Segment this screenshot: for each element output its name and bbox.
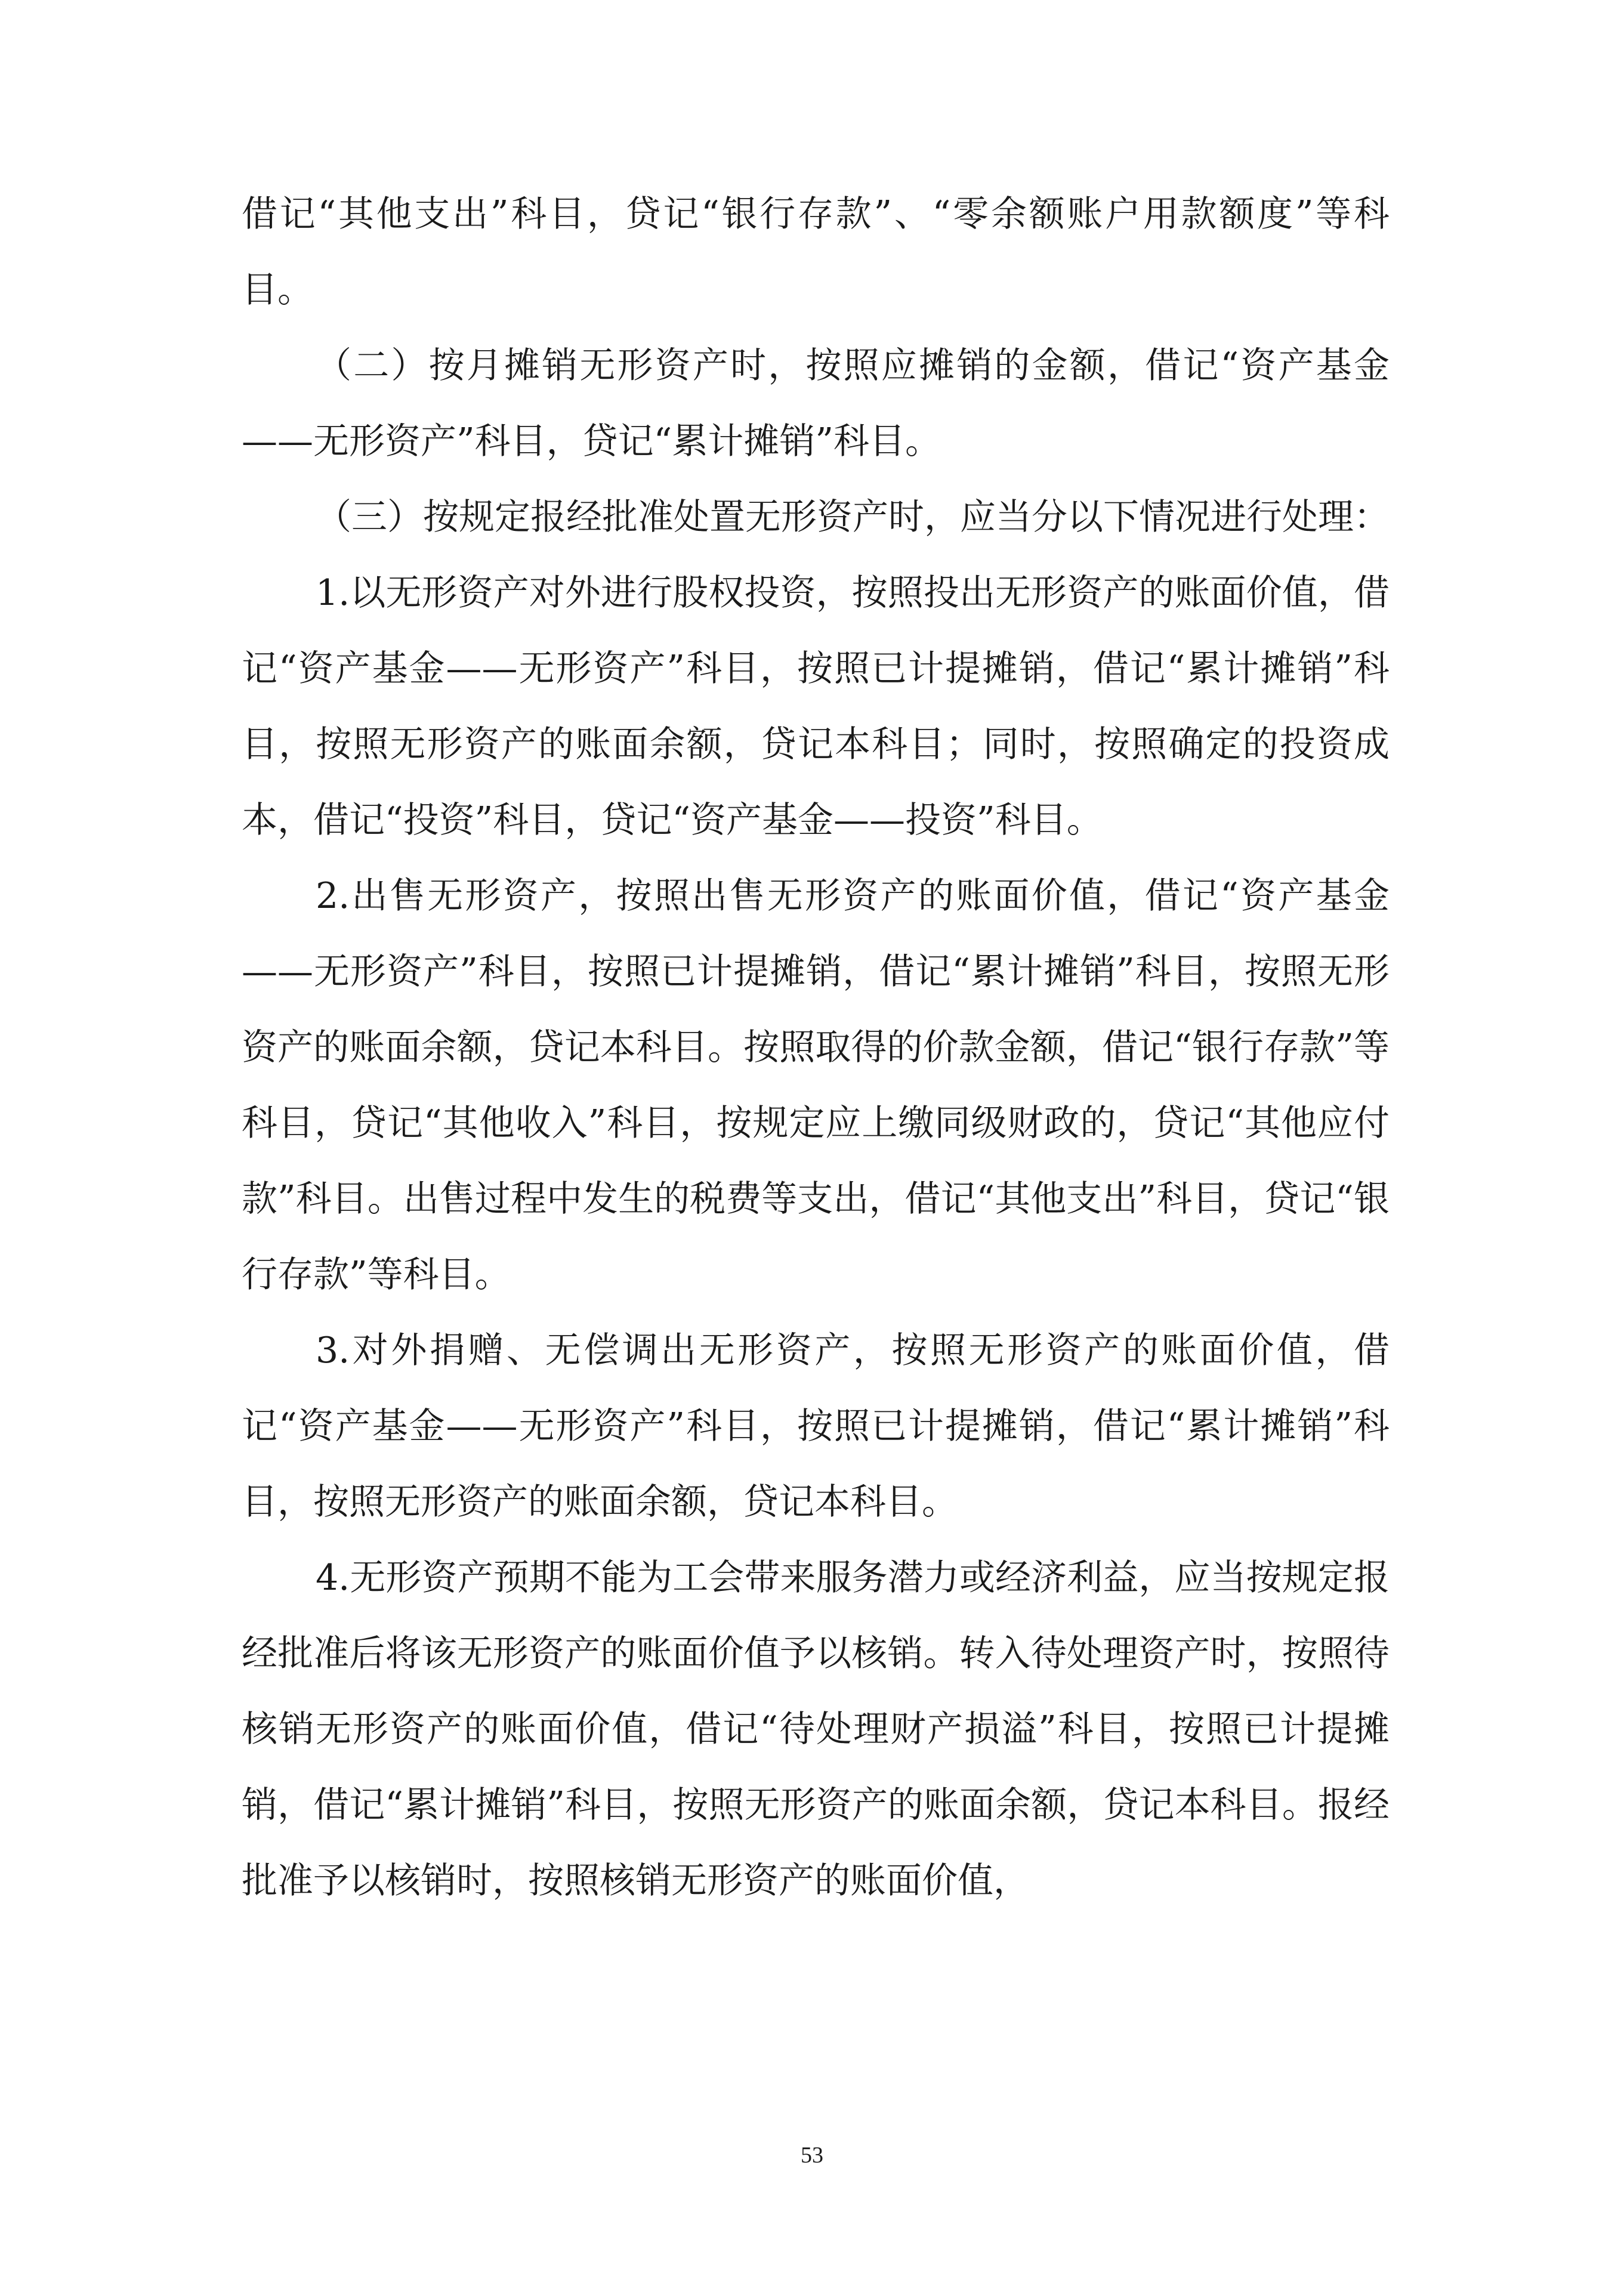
paragraph-7: 4.无形资产预期不能为工会带来服务潜力或经济利益，应当按规定报经批准后将该无形资产的账面价值予以核销。转入待处理资产时，按照待核销无形资产的账面价值，借记“待处理财产损溢”科目，按照已计提摊销，借记“累计摊销”科目，按照无形资产的账面余额，贷记本科目。报经批准予以核销时，按照核销无形资产的账面价值， bbox=[242, 1557, 1390, 1902]
body-text bbox=[242, 177, 1390, 1919]
paragraph-1: 借记“其他支出”科目，贷记“银行存款”、“零余额账户用款额度”等科目。 bbox=[242, 193, 1390, 311]
paragraph-5: 2.出售无形资产，按照出售无形资产的账面价值，借记“资产基金——无形资产”科目，按照已计提摊销，借记“累计摊销”科目，按照无形资产的账面余额，贷记本科目。按照取得的价款金额，借记“银行存款”等科目，贷记“其他收入”科目，按规定应上缴同级财政的，贷记“其他应付款”科目。出售过程中发生的税费等支出，借记“其他支出”科目，贷记“银行存款”等科目。 bbox=[242, 875, 1390, 1296]
paragraph-3: （三）按规定报经批准处置无形资产时，应当分以下情况进行处理： bbox=[316, 496, 1390, 538]
page-number: 53 bbox=[801, 2143, 823, 2168]
paragraph-4: 1.以无形资产对外进行股权投资，按照投出无形资产的账面价值，借记“资产基金——无形资产”科目，按照已计提摊销，借记“累计摊销”科目，按照无形资产的账面余额，贷记本科目；同时，按照确定的投资成本，借记“投资”科目，贷记“资产基金——投资”科目。 bbox=[242, 572, 1390, 841]
paragraph-2: （二）按月摊销无形资产时，按照应摊销的金额，借记“资产基金——无形资产”科目，贷记“累计摊销”科目。 bbox=[242, 345, 1390, 462]
paragraph-6: 3.对外捐赠、无偿调出无形资产，按照无形资产的账面价值，借记“资产基金——无形资产”科目，按照已计提摊销，借记“累计摊销”科目，按照无形资产的账面余额，贷记本科目。 bbox=[242, 1330, 1390, 1523]
